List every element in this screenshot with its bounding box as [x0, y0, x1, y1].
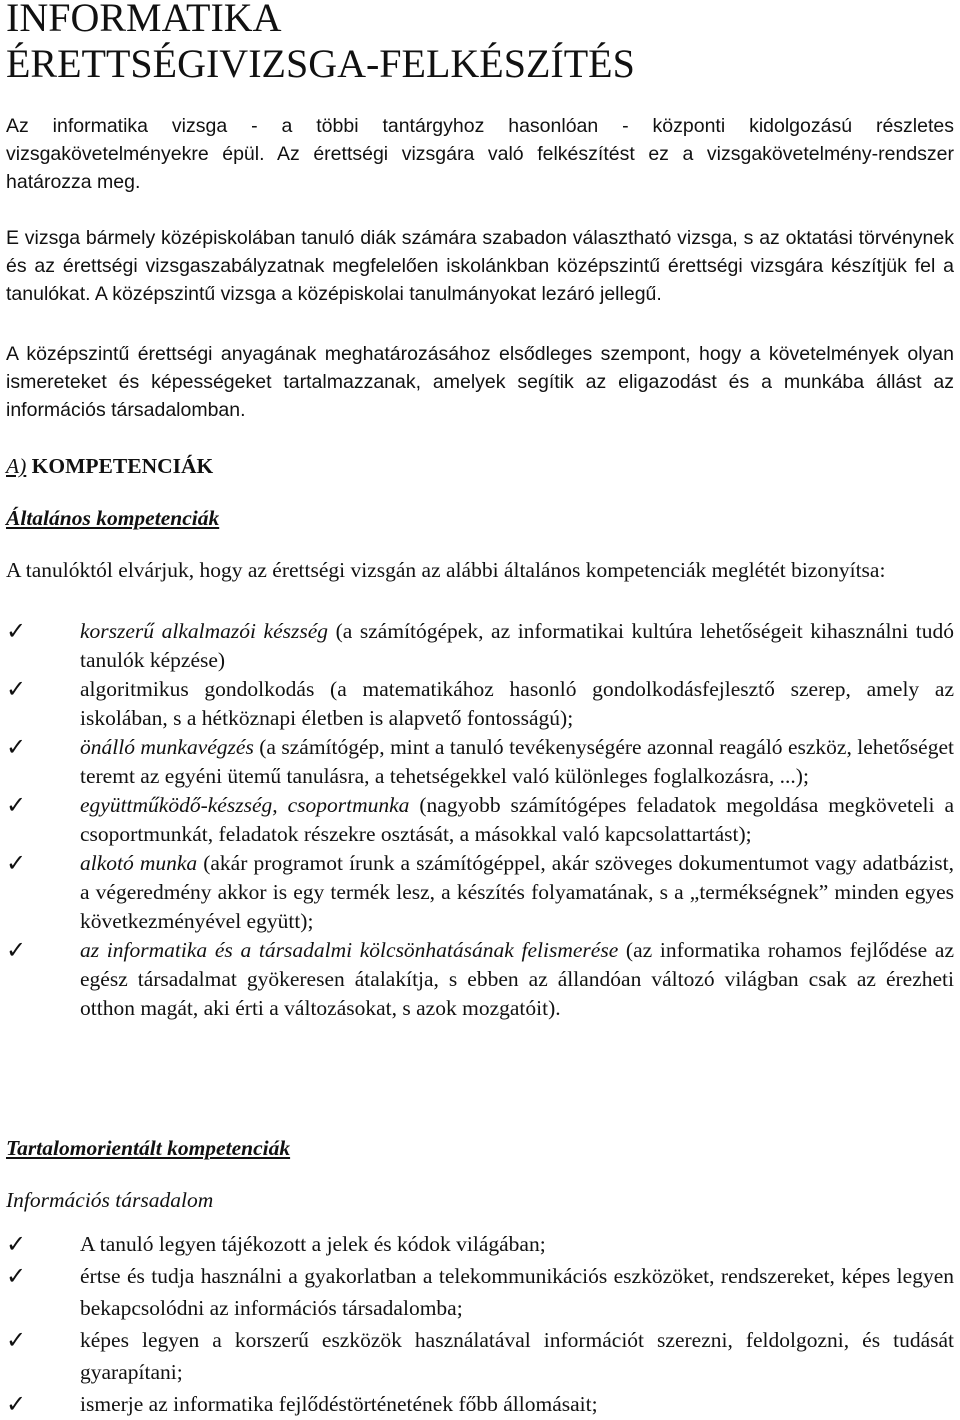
list-item [6, 1228, 954, 1260]
checkmark-icon: ✓ [6, 733, 27, 761]
info-society-list [6, 1228, 954, 1420]
checkmark-icon: ✓ [6, 936, 27, 964]
item-text: ismerje az informatika fejlődéstörténetének főbb állomásait; [80, 1392, 598, 1416]
requirements-paragraph: A középszintű érettségi anyagának meghatározásához elsődleges szempont, hogy a követelmények olyan ismereteket és képességeket tartalmazzanak, amelyek segítik az eligazodást és a munkába állást az információs társadalomban. [6, 343, 954, 421]
item-text: (a számítógép, mint a tanuló tevékenységére azonnal reagáló eszköz, lehetőséget teremt az egyéni ütemű tanulásra, a tehetségekkel való különleges foglalkozásra, ...); [80, 735, 954, 788]
intro-paragraph: Az informatika vizsga - a többi tantárgyhoz hasonlóan - központi kidolgozású részletes vizsgakövetelményekre épül. Az érettségi vizsgára való felkészítést ez a vizsgakövetelmény-rendszer határozza meg. [6, 115, 954, 193]
section-a-prefix: A) [6, 454, 27, 478]
item-emphasis: az informatika és a társadalmi kölcsönhatásának felismerése [80, 938, 619, 962]
content-competencies-heading: Tartalomorientált kompetenciák [6, 1136, 291, 1160]
item-emphasis: alkotó munka [80, 851, 198, 875]
list-item [6, 1324, 954, 1388]
exam-description-paragraph: E vizsga bármely középiskolában tanuló diák számára szabadon választható vizsga, s az oktatási törvénynek és az érettségi vizsgaszabályzatnak megfelelően iskolánkban középszintű érettségi vizsgára készítjük fel a tanulókat. A középszintű vizsga a középiskolai tanulmányokat lezáró jellegű. [6, 227, 954, 305]
info-society-heading: Információs társadalom [6, 1188, 214, 1212]
item-text: A tanuló legyen tájékozott a jelek és kódok világában; [80, 1232, 546, 1256]
list-item [6, 733, 954, 791]
item-emphasis: önálló munkavégzés [80, 735, 254, 759]
item-text: képes legyen a korszerű eszközök használatával információt szerezni, feldolgozni, és tudását gyarapítani; [80, 1328, 954, 1384]
item-text: (nagyobb számítógépes feladatok megoldása megköveteli a csoportmunkát, feladatok részekre osztását, a másokkal való kapcsolattartást); [80, 793, 954, 846]
general-competencies-intro: A tanulóktól elvárjuk, hogy az érettségi vizsgán az alábbi általános kompetenciák meglétét bizonyítsa: [6, 558, 886, 582]
list-item [6, 936, 954, 1023]
checkmark-icon: ✓ [6, 675, 27, 703]
item-text: értse és tudja használni a gyakorlatban a telekommunikációs eszközöket, rendszereket, képes legyen bekapcsolódni az információs társadalomba; [80, 1264, 954, 1320]
list-item [6, 675, 954, 733]
checkmark-icon: ✓ [6, 791, 27, 819]
section-a-title: KOMPETENCIÁK [31, 454, 214, 478]
checkmark-icon: ✓ [6, 1230, 27, 1258]
list-item [6, 849, 954, 936]
item-text: algoritmikus gondolkodás (a matematikához hasonló gondolkodásfejlesztő szerep, amely az iskolában, s a hétköznapi életben is alapvető fontosságú); [80, 677, 954, 730]
checkmark-icon: ✓ [6, 1326, 27, 1354]
general-competencies-list [6, 617, 954, 1023]
checkmark-icon: ✓ [6, 849, 27, 877]
item-text: (a számítógépek, az informatikai kultúra lehetőségeit kihasználni tudó tanulók képzése) [80, 619, 954, 672]
checkmark-icon: ✓ [6, 1390, 27, 1418]
item-text: (az informatika rohamos fejlődése az egész társadalmat gyökeresen átalakítja, s ebben az állandóan változó világban csak az érezheti otthon magát, aki érti a változásokat, s azok mozgatóit). [80, 938, 954, 1020]
list-item [6, 617, 954, 675]
list-item [6, 1260, 954, 1324]
title-line-1: INFORMATIKA [6, 0, 282, 40]
item-text: (akár programot írunk a számítógéppel, akár szöveges dokumentumot vagy adatbázist, a végeredmény akkor is egy termék lesz, a készítés folyamatának, s a „termékségnek” minden egyes következményével együtt); [80, 851, 954, 933]
item-emphasis: együttműködő-készség, csoportmunka [80, 793, 410, 817]
list-item [6, 1388, 954, 1420]
checkmark-icon: ✓ [6, 1262, 27, 1290]
item-emphasis: korszerű alkalmazói készség [80, 619, 329, 643]
title-line-2: ÉRETTSÉGIVIZSGA-FELKÉSZÍTÉS [6, 41, 635, 86]
general-competencies-heading: Általános kompetenciák [6, 506, 220, 530]
section-a-heading [6, 452, 213, 481]
list-item [6, 791, 954, 849]
checkmark-icon: ✓ [6, 617, 27, 645]
